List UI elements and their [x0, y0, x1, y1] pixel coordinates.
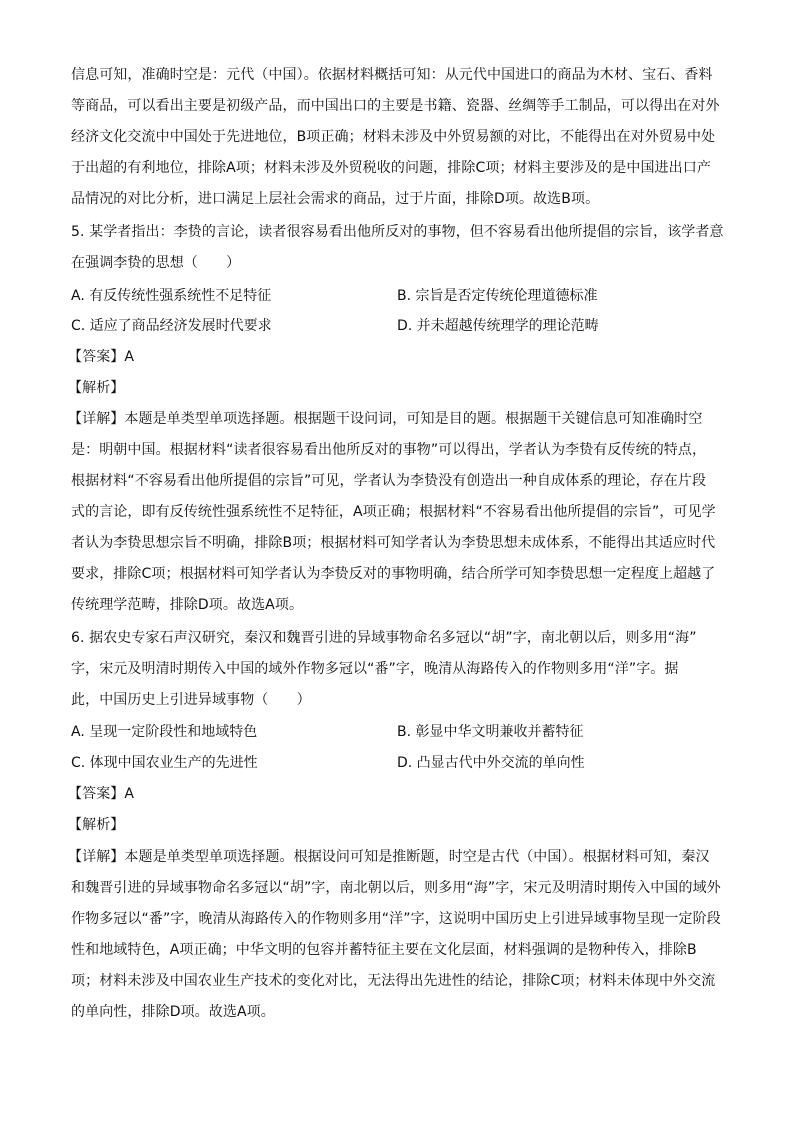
question-5-stem: 在强调李贽的思想（ ） — [71, 255, 241, 271]
option-d: D. 凸显古代中外交流的单向性 — [397, 755, 585, 771]
option-a: A. 有反传统性强系统性不足特征 — [71, 288, 272, 304]
text-line: 信息可知，准确时空是：元代（中国）。依据材料概括可知：从元代中国进口的商品为木材、宝石、香料 — [71, 67, 713, 83]
analysis-line: 根据材料“不容易看出他所提倡的宗旨”可见，学者认为李贽没有创造出一种自成体系的理论，存在片段 — [71, 473, 707, 489]
option-a: A. 呈现一定阶段性和地域特色 — [71, 724, 258, 740]
analysis-line: 的单向性，排除D项。故选A项。 — [71, 1004, 275, 1020]
text-line: 等商品，可以看出主要是初级产品，而中国出口的主要是书籍、瓷器、丝绸等手工制品，可以得出在对外 — [71, 98, 720, 114]
text-line: 于出超的有利地位，排除A项；材料未涉及外贸税收的问题，排除C项；材料主要涉及的是中国进出口产 — [71, 160, 711, 176]
option-d: D. 并未超越传统理学的理论范畴 — [397, 318, 599, 334]
option-b: B. 彰显中华文明兼收并蓄特征 — [397, 724, 584, 740]
analysis-label: 【解析】 — [68, 817, 125, 833]
analysis-line: 是：明朝中国。根据材料“读者很容易看出他所反对的事物”可以得出，学者认为李贽有反传统的特点， — [71, 442, 707, 458]
question-5-stem: 5. 某学者指出：李贽的言论，读者很容易看出他所反对的事物，但不容易看出他所提倡的宗旨，该学者意 — [71, 224, 724, 240]
text-line: 品情况的对比分析，进口满足上层社会需求的商品，过于片面，排除D项。故选B项。 — [71, 191, 600, 207]
answer-label: 【答案】A — [68, 349, 135, 365]
analysis-line: 项；材料未涉及中国农业生产技术的变化对比，无法得出先进性的结论，排除C项；材料未体现中外交流 — [71, 973, 716, 989]
analysis-line: 要求，排除C项；根据材料可知学者认为李贽反对的事物明确，结合所学可知李贽思想一定程度上超越了 — [71, 566, 716, 582]
analysis-line: 【详解】本题是单类型单项选择题。根据设问可知是推断题，时空是古代（中国）。根据材料可知，秦汉 — [68, 849, 710, 865]
option-b: B. 宗旨是否定传统伦理道德标准 — [397, 288, 598, 304]
option-c: C. 适应了商品经济发展时代要求 — [71, 318, 272, 334]
option-c: C. 体现中国农业生产的先进性 — [71, 755, 258, 771]
question-6-stem: 此，中国历史上引进异域事物（ ） — [71, 692, 311, 708]
text-line: 经济文化交流中中国处于先进地位，B项正确；材料未涉及中外贸易额的对比，不能得出在对外贸易中处 — [71, 129, 716, 145]
question-6-stem: 字，宋元及明清时期传入中国的域外作物多冠以“番”字，晚清从海路传入的作物则多用“洋”字。据 — [71, 661, 679, 677]
analysis-line: 式的言论，即有反传统性强系统性不足特征，A项正确；根据材料“不容易看出他所提倡的宗旨”，可见学 — [71, 504, 716, 520]
question-6-stem: 6. 据农史专家石声汉研究，秦汉和魏晋引进的异域事物命名多冠以“胡”字，南北朝以后，则多用“海” — [71, 630, 697, 646]
analysis-line: 传统理学范畴，排除D项。故选A项。 — [71, 597, 304, 613]
analysis-line: 性和地域特色，A项正确；中华文明的包容并蓄特征主要在文化层面，材料强调的是物种传入，排除B — [71, 942, 697, 958]
analysis-line: 者认为李贽思想宗旨不明确，排除B项；根据材料可知学者认为李贽思想未成体系，不能得出其适应时代 — [71, 535, 716, 551]
analysis-label: 【解析】 — [68, 380, 125, 396]
analysis-line: 作物多冠以“番”字，晚清从海路传入的作物则多用“洋”字，这说明中国历史上引进异域事物呈现一定阶段 — [71, 911, 721, 927]
analysis-line: 和魏晋引进的异域事物命名多冠以“胡”字，南北朝以后，则多用“海”字，宋元及明清时期传入中国的域外 — [71, 880, 721, 896]
answer-label: 【答案】A — [68, 786, 135, 802]
analysis-line: 【详解】本题是单类型单项选择题。根据题干设问词，可知是目的题。根据题干关键信息可知准确时空 — [68, 411, 703, 427]
